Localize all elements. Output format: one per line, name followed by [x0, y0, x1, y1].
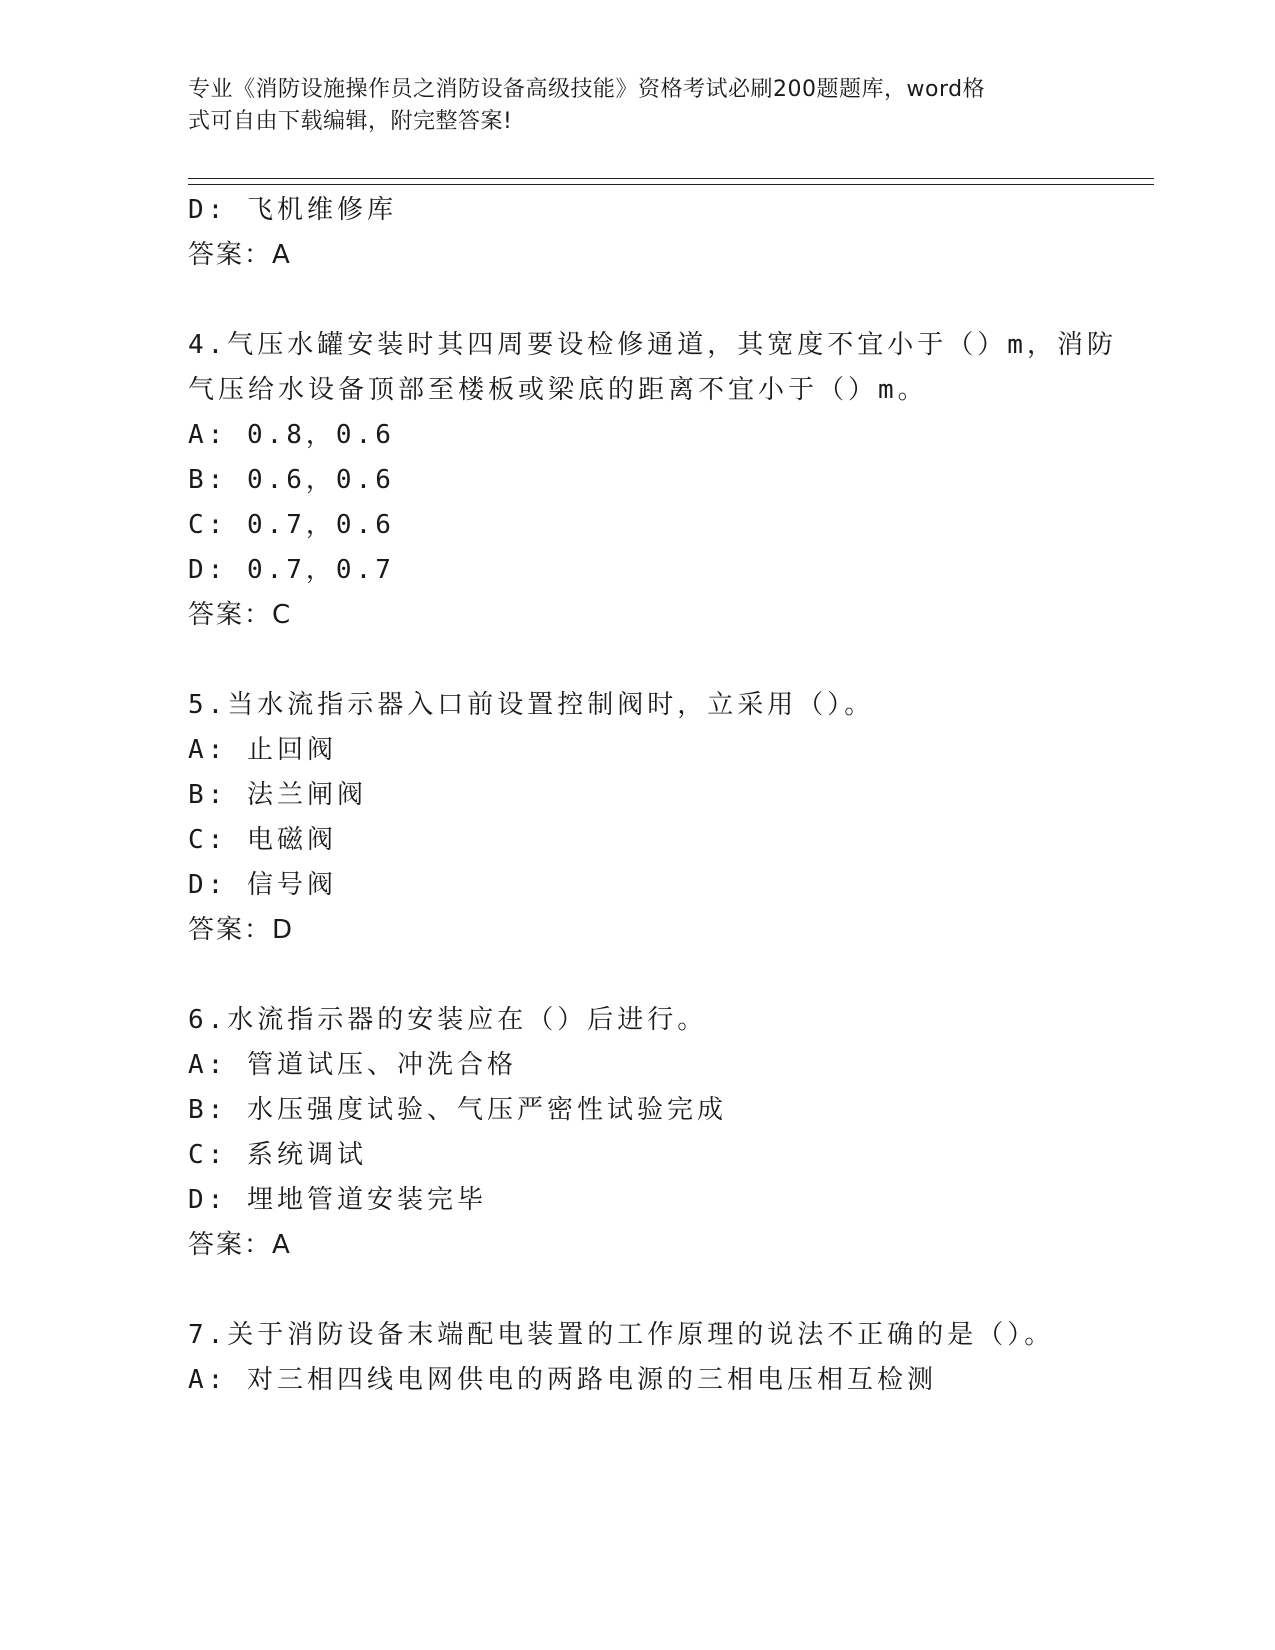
question-6: [188, 998, 1154, 1268]
question-5: [188, 683, 1154, 953]
spacer: [188, 1268, 1154, 1313]
option-d: D: 信号阀: [188, 870, 337, 900]
question-7: [188, 1313, 1154, 1403]
answer-line: 答案：C: [188, 600, 293, 630]
document-header: [188, 74, 1088, 138]
answer-line: 答案：D: [188, 915, 295, 945]
option-c: C: 0.7，0.6: [188, 510, 395, 540]
answer-line: 答案：A: [188, 1230, 292, 1260]
option-b: B: 法兰闸阀: [188, 780, 367, 810]
option-c: C: 电磁阀: [188, 825, 337, 855]
spacer: [188, 953, 1154, 998]
question-stem: 5.当水流指示器入口前设置控制阀时，立采用（）。: [188, 690, 875, 720]
option-d: D: 埋地管道安装完毕: [188, 1185, 487, 1215]
previous-question-tail: [188, 188, 1154, 278]
question-4: [188, 323, 1154, 638]
option-b: B: 0.6，0.6: [188, 465, 395, 495]
option-d: D: 飞机维修库: [188, 195, 397, 225]
question-stem: 气压给水设备顶部至楼板或梁底的距离不宜小于（）m。: [188, 375, 928, 405]
question-stem: 6.水流指示器的安装应在（）后进行。: [188, 1005, 708, 1035]
header-line-2: 式可自由下载编辑，附完整答案!: [188, 109, 513, 134]
answer-line: 答案：A: [188, 240, 292, 270]
header-divider: [188, 178, 1154, 185]
option-a: A: 对三相四线电网供电的两路电源的三相电压相互检测: [188, 1365, 937, 1395]
option-a: A: 管道试压、冲洗合格: [188, 1050, 517, 1080]
option-a: A: 0.8，0.6: [188, 420, 395, 450]
spacer: [188, 278, 1154, 323]
option-b: B: 水压强度试验、气压严密性试验完成: [188, 1095, 727, 1125]
option-d: D: 0.7，0.7: [188, 555, 395, 585]
option-a: A: 止回阀: [188, 735, 337, 765]
question-list: [188, 188, 1154, 1403]
question-stem: 4.气压水罐安装时其四周要设检修通道，其宽度不宜小于（）m，消防: [188, 330, 1117, 360]
question-stem: 7.关于消防设备末端配电装置的工作原理的说法不正确的是（）。: [188, 1320, 1055, 1350]
spacer: [188, 638, 1154, 683]
header-line-1: 专业《消防设施操作员之消防设备高级技能》资格考试必刷200题题库，word格: [188, 77, 986, 102]
option-c: C: 系统调试: [188, 1140, 367, 1170]
